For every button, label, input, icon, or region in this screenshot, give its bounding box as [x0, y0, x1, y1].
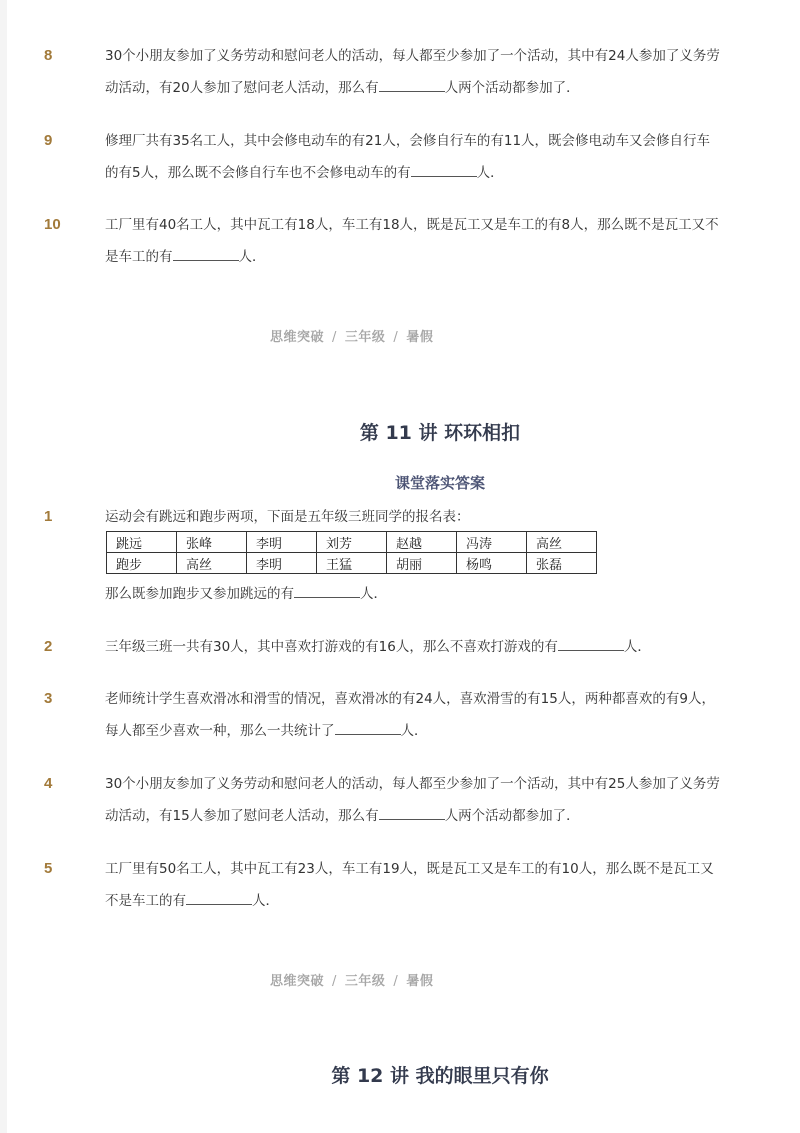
- table-cell: 杨鸣: [457, 553, 527, 574]
- table-cell: 刘芳: [317, 532, 387, 553]
- page-footer: 思维突破 / 三年级 / 暑假: [270, 330, 434, 345]
- question-text: 三年级三班一共有30人，其中喜欢打游戏的有16人，那么不喜欢打游戏的有 人．: [105, 631, 720, 663]
- question-text: 30个小朋友参加了义务劳动和慰问老人的活动，每人都至少参加了一个活动，其中有24人参加了义务劳动活动，有20人参加了慰问老人活动，那么有 人两个活动都参加了．: [105, 48, 720, 96]
- table-cell: 李明: [247, 553, 317, 574]
- table-cell: 跳远: [107, 532, 177, 553]
- question-text: 运动会有跳远和跑步两项，下面是五年级三班同学的报名表：: [105, 509, 470, 525]
- lesson-title: 第 11 讲 环环相扣: [359, 422, 521, 444]
- table-cell: 赵越: [387, 532, 457, 553]
- question-number: 2: [44, 638, 53, 655]
- question-number: 8: [44, 47, 53, 64]
- table-cell: 跑步: [107, 553, 177, 574]
- question-text: 工厂里有50名工人，其中瓦工有23人，车工有19人，既是瓦工又是车工的有10人，那么既不是瓦工又不是车工的有 人．: [105, 861, 714, 909]
- question-text: 那么既参加跑步又参加跳远的有 人．: [105, 578, 720, 610]
- answer-blank: [294, 583, 360, 598]
- table-cell: 高丝: [177, 553, 247, 574]
- table-row: [107, 532, 597, 553]
- table-cell: 李明: [247, 532, 317, 553]
- question-number: 1: [44, 508, 53, 525]
- question-text: 工厂里有40名工人，其中瓦工有18人，车工有18人，既是瓦工又是车工的有8人，那么既不是瓦工又不是车工的有 人．: [105, 217, 719, 265]
- section-title: 课堂落实答案: [394, 474, 485, 492]
- answer-blank: [379, 77, 445, 92]
- question-number: 4: [44, 775, 53, 792]
- signup-table: [106, 531, 597, 574]
- answer-blank: [186, 890, 252, 905]
- question-text: 修理厂共有35名工人，其中会修电动车的有21人，会修自行车的有11人，既会修电动车又会修自行车的有5人，那么既不会修自行车也不会修电动车的有 人．: [105, 133, 711, 181]
- question-number: 10: [44, 216, 61, 233]
- question-text: 老师统计学生喜欢滑冰和滑雪的情况，喜欢滑冰的有24人，喜欢滑雪的有15人，两种都喜欢的有9人，每人都至少喜欢一种，那么一共统计了 人．: [105, 691, 715, 739]
- answer-blank: [335, 720, 401, 735]
- question-number: 9: [44, 132, 53, 149]
- table-cell: 张磊: [527, 553, 597, 574]
- left-margin-strip: [0, 0, 7, 1133]
- question-text: 30个小朋友参加了义务劳动和慰问老人的活动，每人都至少参加了一个活动，其中有25人参加了义务劳动活动，有15人参加了慰问老人活动，那么有 人两个活动都参加了．: [105, 776, 720, 824]
- table-cell: 张峰: [177, 532, 247, 553]
- table-cell: 冯涛: [457, 532, 527, 553]
- page-footer: 思维突破 / 三年级 / 暑假: [270, 974, 434, 989]
- table-cell: 高丝: [527, 532, 597, 553]
- question-number: 5: [44, 860, 53, 877]
- table-cell: 王猛: [317, 553, 387, 574]
- table-row: [107, 553, 597, 574]
- answer-blank: [411, 162, 477, 177]
- answer-blank: [379, 805, 445, 820]
- lesson-title: 第 12 讲 我的眼里只有你: [331, 1065, 549, 1087]
- answer-blank: [173, 246, 239, 261]
- question-number: 3: [44, 690, 53, 707]
- answer-blank: [558, 636, 624, 651]
- table-cell: 胡丽: [387, 553, 457, 574]
